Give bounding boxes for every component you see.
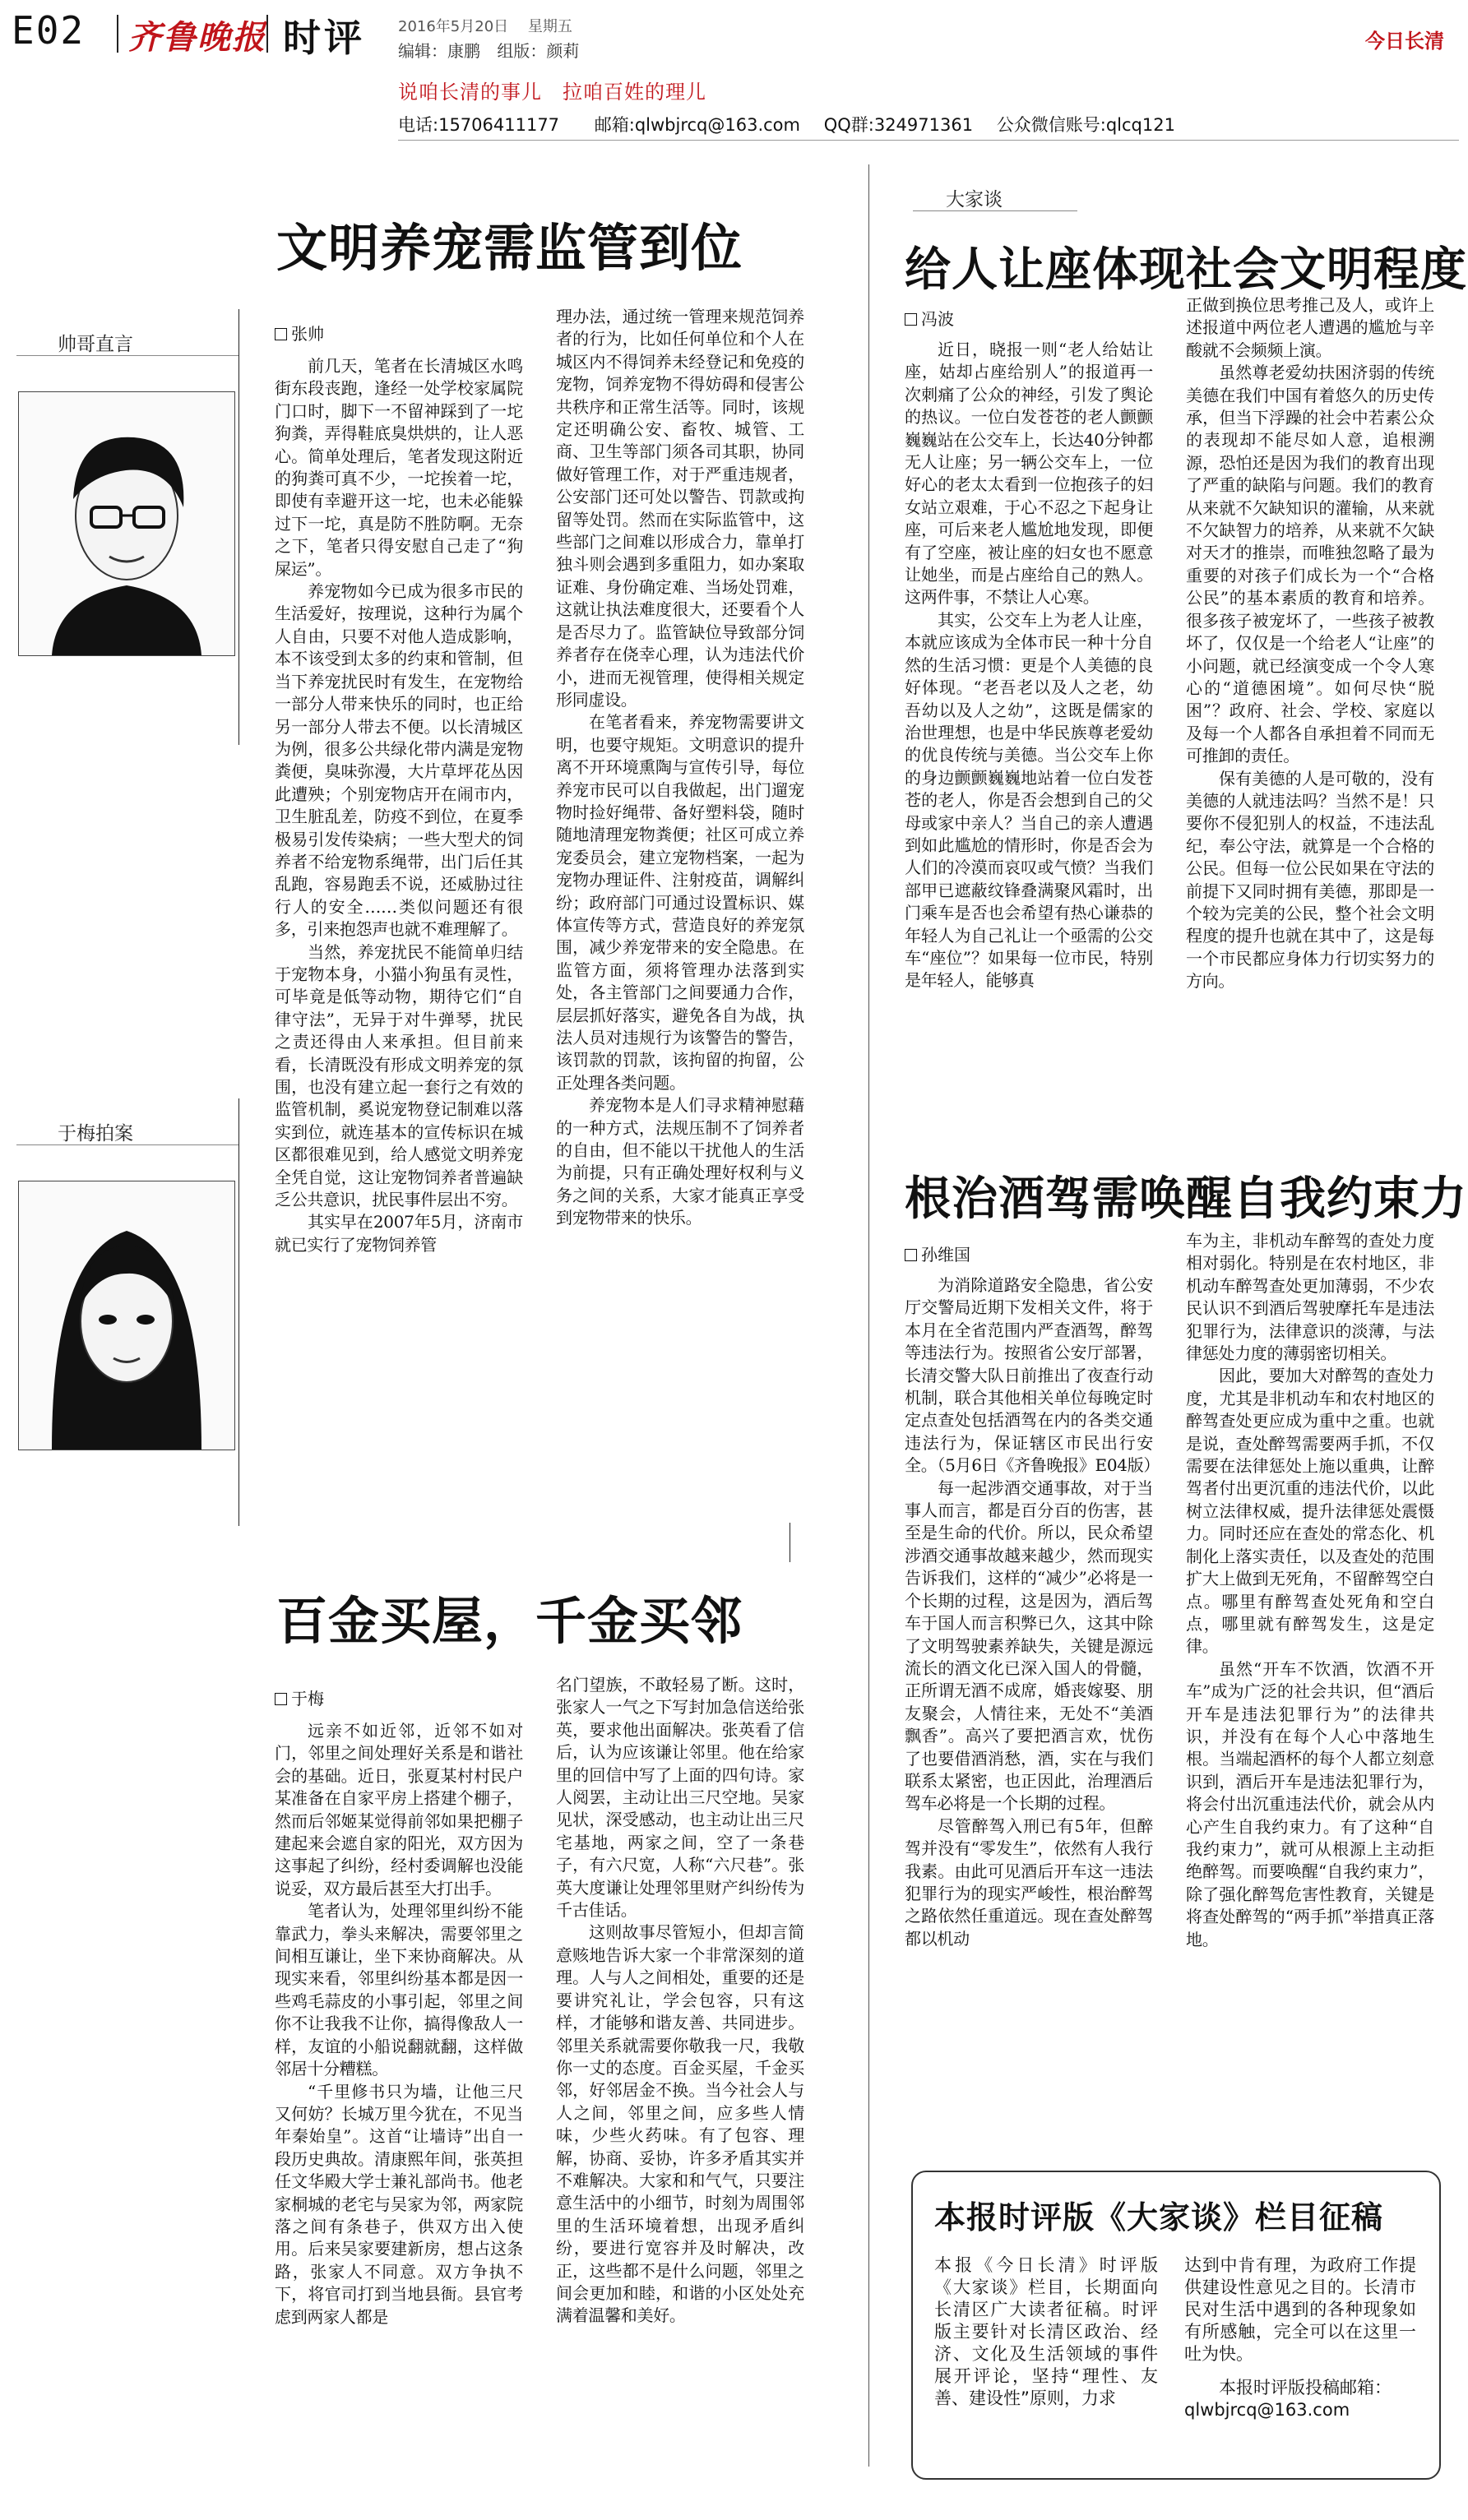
paragraph: 在笔者看来，养宠物需要讲文明，也要守规矩。文明意识的提升离不开环境熏陶与宣传引导，每位养宠市民可以自我做起，出门遛宠物时捡好绳带、备好塑料袋，随时随地清理宠物粪便；社区可成立养宠委员会，建立宠物档案，一起为宠物办理证件、注射疫苗，调解纠纷；政府部门可通过设置标识、媒体宣传等方式，营造良好的养宠氛围，减少养宠带来的安全隐患。在监管方面，须将管理办法落到实处，各主管部门之间要通力合作，层层抓好落实，避免各自为战，执法人员对违规行为该警告的警告，该罚款的罚款，该拘留的拘留，公正处理各类问题。 — [556, 712, 804, 1093]
paragraph: 前几天，笔者在长清城区水鸣街东段丧跑，逢经一处学校家属院门口时，脚下一不留神踩到了一坨狗粪，弄得鞋底臭烘烘的，让人恶心。简单处理后，笔者发现这附近的狗粪可真不少，一坨挨着一坨，即使有幸避开这一坨，也未必能躲过下一坨，真是防不胜防啊。无奈之下，笔者只得安慰自己走了“狗屎运”。 — [275, 356, 523, 579]
column-label-rule-top — [16, 355, 238, 356]
article2-column-2 — [556, 1674, 804, 2328]
contact-line — [398, 112, 1175, 136]
qq-number: 324971361 — [873, 115, 974, 135]
paragraph: 虽然“开车不饮酒，饮酒不开车”成为广泛的社会共识，但“酒后开车是违法犯罪行为”的法律共识，并没有在每个人心中落地生根。当端起酒杯的每个人都立刻意识到，酒后开车是违法犯罪行为，将会付出沉重违法代价，就会从内心产生自我约束力。有了这种“自我约束力”，就可从根源上主动拒绝醉驾。而要唤醒“自我约束力”，除了强化醉驾危害性教育，关键是将查处醉驾的“两手抓”举措真正落地。 — [1186, 1658, 1434, 1949]
phone-label: 电话: — [398, 115, 439, 135]
byline-box-icon — [905, 1249, 917, 1261]
article4-column-2 — [1186, 1230, 1434, 1951]
paragraph: 尽管醉驾入刑已有5年，但醉驾并没有“零发生”，依然有人我行我素。由此可见酒后开车这一违法犯罪行为的现实严峻性，根治醉驾之路依然任重道远。现在查处醉驾都以机动 — [905, 1815, 1153, 1949]
paragraph: 正做到换位思考推己及人，或许上述报道中两位老人遭遇的尴尬与辛酸就不会频频上演。 — [1186, 295, 1434, 360]
byline-box-icon — [275, 1693, 287, 1705]
article-title-seats: 给人让座体现社会文明程度 — [905, 243, 1467, 297]
paragraph: 为消除道路安全隐患，省公安厅交警局近期下发相关文件，将于本月在全省范围内严查酒驾，醉驾等违法行为。按照省公安厅部署，长清交警大队日前推出了夜查行动机制，联合其他相关单位每晚定时定点查处包括酒驾在内的各类交通违法行为，保证辖区市民出行安全。（5月6日《齐鲁晚报》E04版） — [905, 1275, 1160, 1476]
article2-column-1 — [275, 1720, 523, 2328]
paragraph: 养宠物如今已成为很多市民的生活爱好，按理说，这种行为属个人自由，只要不对他人造成影响，本不该受到太多的约束和管制，但当下养宠扰民时有发生，在宠物给一部分人带来快乐的同时，也正给另一部分人带去不便。以长清城区为例，很多公共绿化带内满是宠物粪便，臭味弥漫，大片草坪花丛因此遭殃；个别宠物店开在闹市内，卫生脏乱差，防疫不到位，在夏季极易引发传染病；一些大型犬的饲养者不给宠物系绳带，出门后任其乱跑，容易跑丢不说，还威胁过往行人的安全……类似问题还有很多，引来抱怨声也就不难理解了。 — [275, 581, 523, 940]
paragraph: 远亲不如近邻，近邻不如对门，邻里之间处理好关系是和谐社会的基础。近日，张夏某村村民户某准备在自家平房上搭建个棚子，然而后邻姬某觉得前邻如果把棚子建起来会遮自家的阳光，双方因为这事起了纠纷，经村委调解也没能说妥，双方最后甚至大打出手。 — [275, 1721, 523, 1898]
slogan: 说咱长清的事儿 拉咱百姓的理儿 — [398, 81, 706, 104]
header-separator — [117, 15, 118, 53]
column-label-bottom: 于梅拍案 — [58, 1123, 133, 1144]
article3-column-1 — [905, 339, 1153, 992]
editor-line — [398, 38, 579, 62]
notice-email[interactable]: qlwbjrcq@163.com — [1184, 2400, 1350, 2420]
paragraph: 养宠物本是人们寻求精神慰藉的一种方式，法规压制不了饲养者的自由，但不能以干扰他人的生活为前提，只有正确处理好权利与义务之间的关系，大家才能真正享受到宠物带来的快乐。 — [556, 1095, 804, 1228]
paragraph: 这则故事尽管短小，但却言简意赅地告诉大家一个非常深刻的道理。人与人之间相处，重要的还是要讲究礼让，学会包容，只有这样，才能够和谐友善、共同进步。邻里关系就需要你敬我一尺，我敬你一丈的态度。百金买屋，千金买邻，好邻居金不换。当今社会人与人之间，邻里之间，应多些人情味，少些火药味。有了包容、理解，协商、妥协，许多矛盾其实并不难解决。大家和和气气，只要注意生活中的小细节，时刻为周围邻里的生活环境着想，出现矛盾纠纷，要进行宽容并及时解决，改正，这些都不是什么问题，邻里之间会更加和睦，和谐的小区处处充满着温馨和美好。 — [556, 1922, 804, 2326]
column-label-rule-bottom — [16, 1144, 238, 1145]
paragraph: 理办法，通过统一管理来规范饲养者的行为，比如任何单位和个人在城区内不得饲养未经登记和免疫的宠物，饲养宠物不得妨碍和侵害公共秩序和正常生活等。同时，该规定还明确公安、畜牧、城管、工商、卫生等部门须各司其职，协同做好管理工作，对于严重违规者，公安部门还可处以警告、罚款或拘留等处罚。然而在实际监管中，这些部门之间难以形成合力，靠单打独斗则会遇到多重阻力，如办案取证难、身份确定难、当场处罚难，这就让执法难度很大，还要看个人是否尽力了。监管缺位导致部分饲养者存在侥幸心理，认为违法代价小，进而无视管理，使得相关规定形同虚设。 — [556, 307, 804, 710]
column-label-top: 帅哥直言 — [58, 334, 133, 355]
date-text: 2016年5月20日 — [398, 18, 509, 35]
byline-sun — [905, 1242, 970, 1265]
frame-line-left-a — [238, 309, 239, 745]
notice-title: 本报时评版《大家谈》栏目征稿 — [934, 2199, 1384, 2236]
article4-column-1 — [905, 1274, 1160, 1950]
wechat-account: qlcq121 — [1105, 115, 1175, 135]
paragraph: 名门望族，不敢轻易了断。这时，张家人一气之下写封加急信送给张英，要求他出面解决。张英看了信后，认为应该谦让邻里。他在给家里的回信中写了上面的四句诗。家人阅罢，主动让出三尺空地。吴家见状，深受感动，也主动让出三尺宅基地，两家之间，空了一条巷子，有六尺宽，人称“六尺巷”。张英大度谦让处理邻里财产纠纷传为千古佳话。 — [556, 1675, 804, 1921]
author-name: 孙维国 — [921, 1245, 970, 1265]
column-label-right: 大家谈 — [946, 189, 1003, 210]
author-name: 张帅 — [291, 324, 324, 344]
article3-column-2 — [1186, 294, 1434, 993]
notice-text-col-2 — [1184, 2254, 1416, 2421]
header-rule — [398, 140, 1459, 141]
paragraph: 因此，要加大对醉驾的查处力度，尤其是非机动车和农村地区的醉驾查处更应成为重中之重。也就是说，查处醉驾需要两手抓，不仅需要在法律惩处上施以重典，让醉驾者付出更沉重的违法代价，以此树立法律权威，提升法律惩处震慑力。同时还应在查处的常态化、机制化上落实责任，以及查处的范围扩大上做到无死角，不留醉驾空白点。哪里有醉驾查处死角和空白点，哪里就有醉驾发生，这是定律。 — [1186, 1366, 1434, 1657]
byline-zhang — [275, 321, 324, 344]
issue-date — [398, 15, 572, 36]
author-name: 于梅 — [291, 1689, 324, 1709]
byline-box-icon — [905, 313, 917, 326]
article-title-pets: 文明养宠需监管到位 — [276, 218, 743, 278]
author-photo-zhang — [18, 391, 235, 656]
section-title: 时评 — [283, 16, 365, 60]
weekday-text: 星期五 — [527, 18, 572, 35]
email-label: 邮箱: — [594, 115, 635, 135]
notice-email-label: 本报时评版投稿邮箱： — [1219, 2378, 1392, 2397]
frame-line-left-b — [238, 1098, 239, 1526]
paragraph: 近日，晓报一则“老人给姑让座，姑却占座给别人”的报道再一次刺痛了公众的神经，引发了舆论的热议。一位白发苍苍的老人颤颤巍巍站在公交车上，长达40分钟都无人让座；另一辆公交车上，一位好心的老太太看到一位抱孩子的妇女站立艰难，于心不忍之下起身让座，可后来老人尴尬地发现，即便有了空座，被让座的妇女也不愿意让她坐，而是占座给自己的熟人。这两件事，不禁让人心寒。 — [905, 340, 1153, 608]
qq-label: QQ群: — [823, 115, 874, 135]
paragraph: 其实，公交车上为老人让座，本就应该成为全体市民一种十分自然的生活习惯：更是个人美德的良好体现。“老吾老以及人之老，幼吾幼以及人之幼”，这既是儒家的治世理想，也是中华民族尊老爱幼的优良传统与美德。当公交车上你的身边颤颤巍巍地站着一位白发苍苍的老人，你是否会想到自己的父母或家中亲人？当自己的亲人遭遇到如此尴尬的情形时，你是否会为人们的冷漠而哀叹或气愤？当我们部甲已遮蔽纹锋叠满聚风霜时，出门乘车是否也会希望有热心谦恭的年轻人为自己礼让一个亟需的公交车“座位”？如果每一位市民，特别是年轻人，能够真 — [905, 609, 1153, 991]
paragraph: 车为主，非机动车醉驾的查处力度相对弱化。特别是在农村地区，非机动车醉驾查处更加薄弱，不少农民认识不到酒后驾驶摩托车是违法犯罪行为，法律意识的淡薄，与法律惩处力度的薄弱密切相关。 — [1186, 1231, 1434, 1364]
paragraph: “千里修书只为墙，让他三尺又何妨？长城万里今犹在，不见当年秦始皇”。这首“让墙诗”出自一段历史典故。清康熙年间，张英担任文华殿大学士兼礼部尚书。他老家桐城的老宅与吴家为邻，两家院落之间有条巷子，供双方出入使用。后来吴家要建新房，想占这条路，张家人不同意。双方争执不下，将官司打到当地县衙。县官考虑到两家人都是 — [275, 2081, 523, 2327]
edition-name: 今日长清 — [1365, 30, 1444, 53]
notice-text: 达到中肯有理，为政府工作提供建设性意见之目的。长清市民对生活中遇到的各种现象如有所感触，完全可以在这里一吐为快。 — [1184, 2255, 1416, 2364]
paragraph: 虽然尊老爱幼扶困济弱的传统美德在我们中国有着悠久的历史传承，但当下浮躁的社会中若素公众的表现却不能尽如人意，追根溯源，恐怕还是因为我们的教育出现了严重的缺陷与问题。我们的教育从来就不欠缺知识的灌输，从来就不欠缺智力的培养，从来就不欠缺对天才的推崇，而唯独忽略了最为重要的对孩子们成长为一个“合格公民”的基本素质的教育和培养。很多孩子被宠坏了，一些孩子被教坏了，仅仅是一个给老人“让座”的小问题，就已经演变成一个令人寒心的“道德困境”。如何尽快“脱困”？政府、社会、学校、家庭以及每一个人都各自承担着不同而无可推卸的责任。 — [1186, 363, 1434, 766]
author-name: 冯波 — [921, 309, 954, 329]
article-title-drunk-driving: 根治酒驾需唤醒自我约束力 — [905, 1172, 1467, 1226]
column-rule-middle — [868, 164, 869, 2467]
phone-number: 15706411177 — [438, 115, 560, 135]
header-separator-2 — [266, 15, 268, 53]
paragraph: 其实早在2007年5月，济南市就已实行了宠物饲养管 — [275, 1212, 523, 1255]
paragraph: 当然，养宠扰民不能简单归结于宠物本身，小猫小狗虽有灵性，可毕竟是低等动物，期待它们“自律守法”，无异于对牛弹琴，扰民之责还得由人来承担。但目前来看，长清既没有形成文明养宠的氛围，也没有建立起一套行之有效的监管机制，奚说宠物登记制难以落实到位，就连基本的宣传标识在城区都很难见到，给人感觉文明养宠全凭自觉，这让宠物饲养者普遍缺乏公共意识，扰民事件层出不穷。 — [275, 941, 523, 1210]
article1-column-1 — [275, 355, 523, 1256]
byline-yu — [275, 1685, 324, 1709]
paragraph: 保有美德的人是可敬的，没有美德的人就违法吗？当然不是！只要你不侵犯别人的权益，不违法乱纪，奉公守法，就算是一个合格的公民。但每一位公民如果在守法的前提下又同时拥有美德，那即是一个较为完美的公民，整个社会文明程度的提升也就在其中了，这是每一个市民都应身体力行切实努力的方向。 — [1186, 768, 1434, 992]
layout-text: 组版：颜莉 — [497, 41, 580, 61]
editor-text: 编辑：康鹏 — [398, 41, 480, 61]
byline-box-icon — [275, 328, 287, 340]
page-header — [0, 0, 1468, 148]
paragraph: 笔者认为，处理邻里纠纷不能靠武力，拳头来解决，需要邻里之间相互谦让，坐下来协商解决。从现实来看，邻里纠纷基本都是因一些鸡毛蒜皮的小事引起，邻里之间你不让我我不让你，搞得像敌人一样，友谊的小船说翻就翻，这样做邻居十分糟糕。 — [275, 1901, 523, 2079]
call-for-submissions-box — [911, 2171, 1441, 2480]
article1-column-2 — [556, 306, 804, 1230]
paragraph: 每一起涉酒交通事故，对于当事人而言，都是百分百的伤害，甚至是生命的代价。所以，民众希望涉酒交通事故越来越少，然而现实告诉我们，这样的“减少”必将是一个长期的过程，这是因为，酒后驾车于国人而言积弊已久，这其中除了文明驾驶素养缺失，关键是源远流长的酒文化已深入国人的骨髓，正所谓无酒不成席，婚丧嫁娶、朋友聚会，人情往来，无处不“美酒飘香”。高兴了要把酒言欢，忧伤了也要借酒消愁，酒，实在与我们联系太紧密，也正因此，治理酒后驾车必将是一个长期的过程。 — [905, 1477, 1153, 1814]
author-photo-yu — [18, 1181, 235, 1450]
article-title-neighbors: 百金买屋，千金买邻 — [276, 1591, 743, 1651]
notice-text-col-1: 本报《今日长清》时评版《大家谈》栏目，长期面向长清区广大读者征稿。时评版主要针对长清区政治、经济、文化及生活领域的事件展开评论，坚持“理性、友善、建设性”原则，力求 — [934, 2255, 1158, 2408]
page-number: E02 — [12, 8, 86, 53]
email-address[interactable]: qlwbjrcq@163.com — [634, 115, 800, 135]
wechat-label: 公众微信账号: — [996, 115, 1106, 135]
newspaper-logo: 齐鲁晚报 — [128, 18, 266, 57]
column-label-rule-right — [913, 210, 1077, 211]
byline-feng — [905, 306, 954, 330]
